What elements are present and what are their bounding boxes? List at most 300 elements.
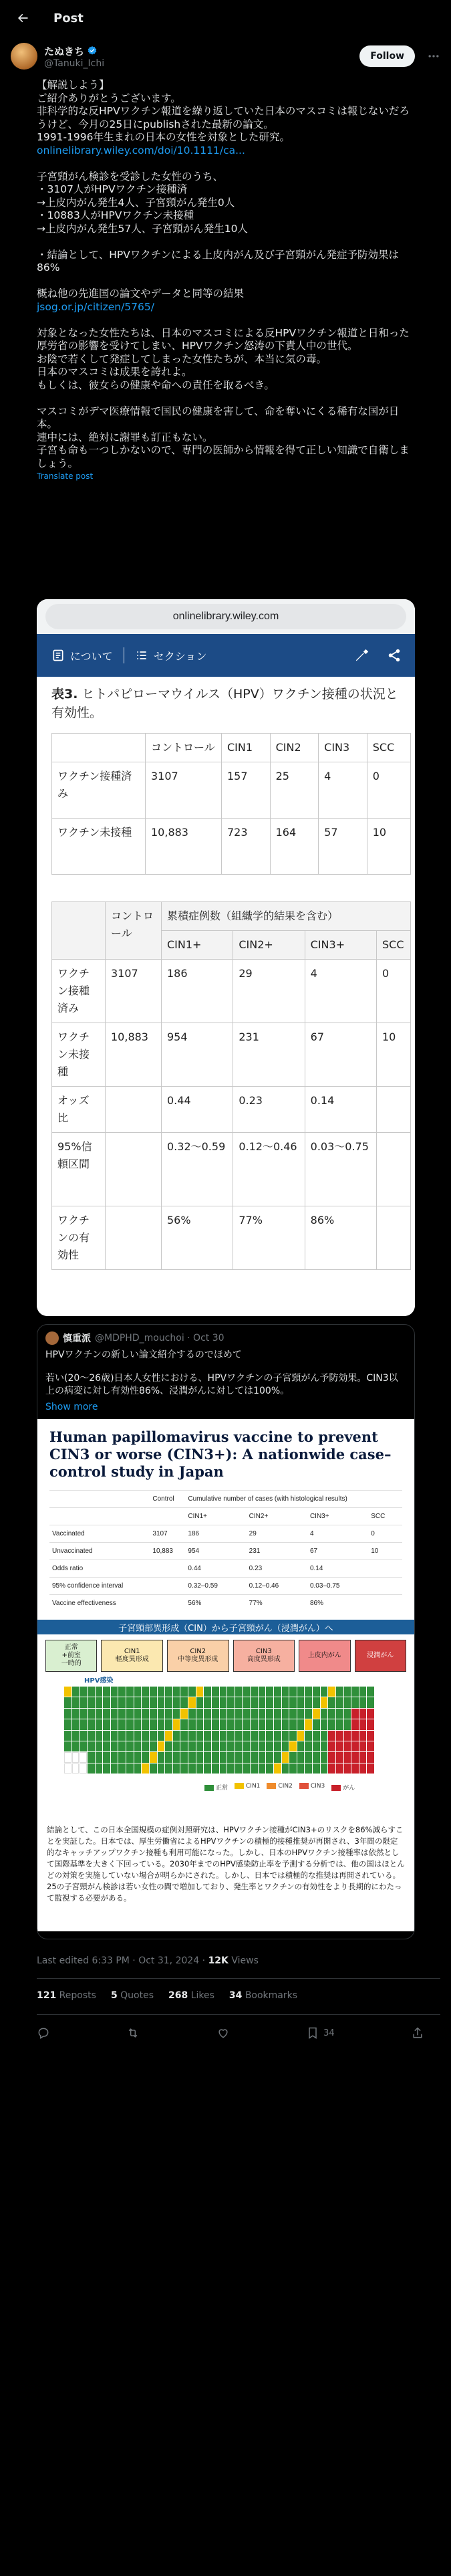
grid-cell (336, 1731, 343, 1741)
verified-badge-icon (87, 45, 98, 56)
grid-cell (64, 1697, 71, 1707)
grid-cell (243, 1741, 250, 1751)
grid-cell (359, 1741, 367, 1751)
table-row: ワクチン未接種 10,883 954 231 67 10 (52, 1023, 411, 1087)
grid-cell (173, 1741, 180, 1751)
table-row: Vaccine effectiveness 56% 77% 86% (49, 1595, 402, 1612)
grid-cell (150, 1763, 157, 1774)
grid-cell (196, 1697, 204, 1707)
hpv-infection-label: HPV感染 (84, 1677, 114, 1685)
grid-cell (282, 1719, 289, 1729)
grid-cell (266, 1763, 273, 1774)
grid-cell (126, 1709, 134, 1719)
grid-cell (305, 1731, 312, 1741)
grid-cell (344, 1763, 351, 1774)
grid-cell (118, 1741, 126, 1751)
tweet-paragraph-1: 【解説しよう】 ご紹介ありがとうございます。 非科学的な反HPVワクチン報道を繰り返していた日本のマスコミは報じないだろうけど、今月の25日にpublishされた最新の論文。 1991-1996年生まれの日本の女性を対象とした研究。 (37, 79, 410, 143)
grid-cell (344, 1697, 351, 1707)
grid-cell (289, 1719, 297, 1729)
grid-cell (165, 1763, 172, 1774)
grid-cell (118, 1731, 126, 1741)
grid-cell (305, 1741, 312, 1751)
quoted-handle: @MDPHD_mouchoi · Oct 30 (95, 1333, 224, 1344)
grid-cell (96, 1752, 103, 1762)
grid-cell (243, 1763, 250, 1774)
grid-cell (134, 1697, 142, 1707)
list-icon (135, 649, 148, 662)
repost-button[interactable] (126, 2026, 140, 2040)
grid-cell (243, 1697, 250, 1707)
grid-cell (336, 1719, 343, 1729)
grid-cell (266, 1752, 273, 1762)
reply-icon (37, 2026, 50, 2040)
grid-cell (126, 1687, 134, 1697)
grid-cell (367, 1709, 374, 1719)
grid-cell (165, 1741, 172, 1751)
grid-cell (220, 1752, 227, 1762)
grid-cell (321, 1719, 328, 1729)
grid-cell (266, 1709, 273, 1719)
back-arrow-icon[interactable] (11, 6, 35, 30)
grid-cell (344, 1741, 351, 1751)
grid-cell (103, 1687, 110, 1697)
grid-cell (64, 1741, 71, 1751)
attached-image-wiley[interactable] (37, 599, 415, 1316)
grid-cell (118, 1687, 126, 1697)
grid-cell (142, 1741, 149, 1751)
grid-cell (227, 1687, 235, 1697)
grid-cell (103, 1741, 110, 1751)
grid-cell (142, 1697, 149, 1707)
grid-cell (158, 1709, 165, 1719)
grid-cell (359, 1763, 367, 1774)
grid-cell (158, 1763, 165, 1774)
grid-cell (227, 1752, 235, 1762)
author-handle[interactable]: @Tanuki_Ichi (44, 58, 105, 69)
grid-cell (282, 1741, 289, 1751)
grid-cell (212, 1731, 219, 1741)
grid-cell (321, 1709, 328, 1719)
grid-cell (235, 1763, 243, 1774)
post-timestamp: Last edited 6:33 PM · Oct 31, 2024 · 12K Views (37, 1955, 259, 1966)
grid-cell (359, 1731, 367, 1741)
share-icon (387, 648, 402, 663)
more-options-icon[interactable] (427, 49, 440, 66)
grid-cell (64, 1752, 71, 1762)
grid-cell (367, 1731, 374, 1741)
grid-cell (282, 1697, 289, 1707)
about-label: について (70, 649, 113, 663)
quoted-post-text (37, 1345, 414, 1402)
stage-row (45, 1640, 406, 1672)
grid-cell (126, 1731, 134, 1741)
grid-cell (188, 1752, 196, 1762)
grid-cell (243, 1687, 250, 1697)
likes-stat[interactable]: 268 Likes (168, 1990, 214, 2001)
grid-cell (220, 1719, 227, 1729)
grid-cell (235, 1752, 243, 1762)
share-button[interactable] (411, 2026, 424, 2040)
quoted-avatar (45, 1331, 59, 1345)
tweet-text (0, 74, 451, 470)
grid-cell (251, 1697, 258, 1707)
grid-cell (212, 1709, 219, 1719)
grid-cell (204, 1752, 211, 1762)
grid-cell (274, 1697, 281, 1707)
grid-cell (227, 1709, 235, 1719)
grid-cell (305, 1763, 312, 1774)
grid-cell (321, 1752, 328, 1762)
infographic-title: 子宮頸部異形成（CIN）から子宮頸がん（浸潤がん）へ (37, 1620, 414, 1634)
grid-cell (204, 1719, 211, 1729)
grid-cell (212, 1752, 219, 1762)
grid-cell (64, 1709, 71, 1719)
grid-cell (289, 1687, 297, 1697)
top-bar (0, 0, 451, 36)
grid-cell (80, 1687, 87, 1697)
grid-cell (351, 1687, 359, 1697)
grid-cell (196, 1741, 204, 1751)
grid-cell (289, 1731, 297, 1741)
bookmark-count: 34 (323, 2028, 335, 2038)
grid-cell (180, 1697, 188, 1707)
author-row (0, 36, 451, 74)
grid-cell (96, 1687, 103, 1697)
stage-cin3: CIN3 高度異形成 (233, 1640, 295, 1672)
grid-cell (235, 1687, 243, 1697)
grid-cell (297, 1697, 305, 1707)
grid-cell (80, 1763, 87, 1774)
grid-cell (188, 1709, 196, 1719)
grid-cell (336, 1709, 343, 1719)
section-item (135, 648, 207, 663)
grid-cell (126, 1741, 134, 1751)
share-icon (411, 2026, 424, 2040)
grid-cell (305, 1719, 312, 1729)
grid-cell (289, 1752, 297, 1762)
grid-cell (321, 1697, 328, 1707)
grid-cell (88, 1752, 95, 1762)
grid-cell (266, 1697, 273, 1707)
grid-cell (274, 1687, 281, 1697)
grid-cell (313, 1752, 320, 1762)
grid-cell (328, 1709, 335, 1719)
cell-grid (64, 1687, 374, 1774)
grid-cell (188, 1697, 196, 1707)
grid-cell (180, 1731, 188, 1741)
table-row: ワクチン接種済み 3107 157 25 4 0 (52, 762, 411, 819)
grid-cell (173, 1763, 180, 1774)
legend-cancer: がん (331, 1783, 355, 1792)
grid-cell (103, 1763, 110, 1774)
stage-invasive: 浸潤がん (355, 1640, 406, 1672)
grid-cell (243, 1719, 250, 1729)
grid-cell (328, 1741, 335, 1751)
grid-cell (173, 1697, 180, 1707)
grid-cell (251, 1709, 258, 1719)
grid-cell (142, 1731, 149, 1741)
reply-button[interactable] (37, 2026, 50, 2040)
grid-cell (251, 1687, 258, 1697)
stage-cin1: CIN1 軽度異形成 (101, 1640, 163, 1672)
grid-cell (165, 1752, 172, 1762)
grid-cell (344, 1752, 351, 1762)
grid-cell (243, 1752, 250, 1762)
grid-cell (150, 1752, 157, 1762)
grid-cell (274, 1731, 281, 1741)
grid-cell (305, 1709, 312, 1719)
grid-cell (351, 1697, 359, 1707)
grid-cell (80, 1719, 87, 1729)
grid-cell (251, 1741, 258, 1751)
grid-cell (344, 1687, 351, 1697)
reposts-stat[interactable]: 121 Reposts (37, 1990, 96, 2001)
grid-cell (282, 1687, 289, 1697)
grid-cell (259, 1687, 266, 1697)
grid-cell (235, 1697, 243, 1707)
grid-cell (88, 1719, 95, 1729)
grid-cell (227, 1763, 235, 1774)
grid-cell (142, 1719, 149, 1729)
grid-cell (204, 1731, 211, 1741)
grid-cell (235, 1719, 243, 1729)
grid-cell (259, 1731, 266, 1741)
infographic-legend (204, 1783, 355, 1792)
grid-cell (72, 1752, 80, 1762)
grid-cell (103, 1719, 110, 1729)
quoted-line-1: HPVワクチンの新しい論文紹介するのでほめて (45, 1350, 242, 1360)
grid-cell (251, 1752, 258, 1762)
table-row: Vaccinated 3107 186 29 4 0 (49, 1525, 402, 1543)
grid-cell (72, 1741, 80, 1751)
translate-post-link[interactable]: Translate post (37, 471, 94, 481)
bookmarks-stat[interactable]: 34 Bookmarks (229, 1990, 298, 2001)
bookmark-icon (306, 2026, 319, 2040)
grid-cell (80, 1752, 87, 1762)
grid-cell (359, 1687, 367, 1697)
tweet-paragraph-3: 対象となった女性たちは、日本のマスコミによる反HPVワクチン報道と日和った厚労省の影響を受けてしまい、HPVワクチン怒涛の下責人中の世代。 お陰で若くして発症してしまった女性たちが、本当に気の毒。 日本のマスコミは成果を誇れよ。 もしくは、彼女らの健康や命への責任を取るべき。 マスコミがデマ医療情報で国民の健康を害して、命を奪いにくる稀有な国が日本。 連中には、絶対に謝罪も訂正もない。 子宮も命も一つしかないので、専門の医師から情報を得て正しい知識で自衛しましょう。 (37, 326, 410, 469)
grid-cell (158, 1719, 165, 1729)
grid-cell (196, 1709, 204, 1719)
grid-cell (180, 1687, 188, 1697)
grid-cell (72, 1763, 80, 1774)
grid-cell (103, 1697, 110, 1707)
grid-cell (259, 1719, 266, 1729)
follow-button[interactable]: Follow (359, 45, 415, 67)
grid-cell (235, 1741, 243, 1751)
grid-cell (188, 1719, 196, 1729)
grid-cell (88, 1741, 95, 1751)
grid-cell (321, 1731, 328, 1741)
grid-cell (118, 1709, 126, 1719)
grid-cell (212, 1687, 219, 1697)
grid-cell (227, 1697, 235, 1707)
grid-cell (134, 1752, 142, 1762)
grid-cell (328, 1687, 335, 1697)
grid-cell (111, 1741, 118, 1751)
grid-cell (204, 1709, 211, 1719)
grid-cell (274, 1752, 281, 1762)
grid-cell (220, 1687, 227, 1697)
grid-cell (80, 1731, 87, 1741)
grid-cell (180, 1709, 188, 1719)
grid-cell (150, 1709, 157, 1719)
grid-cell (111, 1687, 118, 1697)
grid-cell (72, 1719, 80, 1729)
grid-cell (282, 1752, 289, 1762)
grid-cell (103, 1709, 110, 1719)
grid-cell (134, 1763, 142, 1774)
grid-cell (204, 1687, 211, 1697)
grid-cell (282, 1763, 289, 1774)
browser-url: onlinelibrary.wiley.com (45, 604, 406, 629)
grid-cell (227, 1741, 235, 1751)
grid-cell (142, 1752, 149, 1762)
display-name[interactable]: たぬきち (44, 45, 85, 58)
section-label: セクション (153, 649, 207, 663)
grid-cell (212, 1719, 219, 1729)
grid-cell (173, 1752, 180, 1762)
grid-cell (313, 1741, 320, 1751)
grid-cell (158, 1731, 165, 1741)
grid-cell (321, 1763, 328, 1774)
grid-cell (188, 1687, 196, 1697)
grid-cell (165, 1719, 172, 1729)
grid-cell (297, 1687, 305, 1697)
post-actions (37, 2026, 424, 2040)
cin-progression-infographic (37, 1620, 414, 1818)
grid-cell (150, 1697, 157, 1707)
wiley-link[interactable]: onlinelibrary.wiley.com/doi/10.1111/ca... (37, 144, 245, 156)
grid-cell (297, 1731, 305, 1741)
table-effectiveness: コントロール 累積症例数（組織学的結果を含む） CIN1+ CIN2+ CIN3+ SCC ワクチン接種済み 3107 186 29 4 0 ワクチン未接種 10,883 954 231 67 10 オッズ比 0.44 0.23 0.14 95%信頼区間 0.32〜0.59 0.12〜0.46 0.03〜0.75 ワクチンの有効性 56% 77% 86% (51, 901, 411, 1270)
quotes-stat[interactable]: 5 Quotes (110, 1990, 154, 2001)
grid-cell (336, 1697, 343, 1707)
quoted-post[interactable] (37, 1324, 415, 1939)
legend-normal: 正常 (204, 1783, 228, 1792)
grid-cell (204, 1697, 211, 1707)
like-button[interactable] (216, 2026, 230, 2040)
grid-cell (227, 1731, 235, 1741)
legend-cin3: CIN3 (299, 1783, 325, 1792)
grid-cell (64, 1731, 71, 1741)
grid-cell (88, 1687, 95, 1697)
bookmark-button[interactable] (306, 2026, 335, 2040)
grid-cell (367, 1687, 374, 1697)
grid-cell (142, 1763, 149, 1774)
quoted-line-2: 若い(20〜26歳)日本人女性における、HPVワクチンの子宮頸がん予防効果。CIN3以上の病変に対し有効性86%、浸潤がんに対しては100%。 (45, 1373, 398, 1396)
heart-icon (216, 2026, 230, 2040)
grid-cell (266, 1719, 273, 1729)
grid-cell (150, 1741, 157, 1751)
grid-cell (111, 1697, 118, 1707)
grid-cell (367, 1752, 374, 1762)
grid-cell (313, 1731, 320, 1741)
grid-cell (111, 1709, 118, 1719)
document-icon (51, 649, 65, 662)
grid-cell (180, 1719, 188, 1729)
grid-cell (80, 1709, 87, 1719)
grid-cell (289, 1697, 297, 1707)
grid-cell (336, 1763, 343, 1774)
jsog-link[interactable]: jsog.or.jp/citizen/5765/ (37, 300, 154, 313)
post-stats (37, 1990, 451, 2001)
grid-cell (259, 1709, 266, 1719)
grid-cell (204, 1741, 211, 1751)
grid-cell (103, 1731, 110, 1741)
grid-cell (118, 1752, 126, 1762)
grid-cell (72, 1697, 80, 1707)
grid-cell (80, 1697, 87, 1707)
grid-cell (111, 1731, 118, 1741)
grid-cell (158, 1697, 165, 1707)
grid-cell (328, 1697, 335, 1707)
grid-cell (173, 1731, 180, 1741)
paper-snippet (37, 1419, 414, 1620)
grid-cell (313, 1697, 320, 1707)
grid-cell (220, 1741, 227, 1751)
grid-cell (259, 1697, 266, 1707)
grid-cell (64, 1763, 71, 1774)
grid-cell (274, 1709, 281, 1719)
grid-cell (282, 1731, 289, 1741)
grid-cell (118, 1719, 126, 1729)
legend-cin2: CIN2 (267, 1783, 292, 1792)
grid-cell (266, 1731, 273, 1741)
grid-cell (351, 1731, 359, 1741)
grid-cell (289, 1709, 297, 1719)
paper-title: Human papillomavirus vaccine to prevent CIN3 or worse (CIN3+): A nationwide case–control study in Japan (49, 1428, 392, 1480)
grid-cell (297, 1763, 305, 1774)
grid-cell (328, 1731, 335, 1741)
grid-cell (220, 1709, 227, 1719)
grid-cell (126, 1697, 134, 1707)
grid-cell (96, 1709, 103, 1719)
grid-cell (158, 1687, 165, 1697)
grid-cell (134, 1741, 142, 1751)
grid-cell (266, 1741, 273, 1751)
grid-cell (274, 1741, 281, 1751)
wiley-toolbar (37, 634, 415, 677)
grid-cell (313, 1763, 320, 1774)
grid-cell (212, 1763, 219, 1774)
grid-cell (188, 1741, 196, 1751)
grid-cell (305, 1697, 312, 1707)
wiley-table-content (37, 677, 415, 1316)
grid-cell (126, 1752, 134, 1762)
grid-cell (282, 1709, 289, 1719)
grid-cell (359, 1709, 367, 1719)
avatar[interactable] (11, 43, 37, 70)
grid-cell (328, 1719, 335, 1729)
grid-cell (259, 1741, 266, 1751)
table-row: ワクチンの有効性 56% 77% 86% (52, 1206, 411, 1270)
stage-normal: 正常 +前室 一時的 (45, 1640, 97, 1672)
grid-cell (96, 1731, 103, 1741)
show-more-link[interactable]: Show more (45, 1402, 98, 1412)
grid-cell (196, 1763, 204, 1774)
grid-cell (196, 1731, 204, 1741)
grid-cell (313, 1687, 320, 1697)
paper-conclusion-text: 結論として、この日本全国規模の症例対照研究は、HPVワクチン接種がCIN3+のリスクを86%減らすことを実証した。日本では、厚生労働省によるHPVワクチンの積極的接種推奨が再開され、3年間の限定的なキャッチアップワクチン接種も利用可能になった。しかし、日本のHPVワクチン接種率は依然として国際基準を大きく下回っている。2030年までのHPV感染防止率を予測する分析では、他の国はほとんどの対策を実施していない場合が明らかにされた。しかし、日本では積極的な推奨は再開されている。25の子宮頸がん検診は若い女性の間で増加しており、発生率とワクチンの有効性をより長期的にわたって監視する必要がある。 (37, 1818, 414, 1931)
table-caption: 表3. ヒトパピローマウイルス（HPV）ワクチン接種の状況と有効性。 (51, 687, 398, 720)
grid-cell (196, 1687, 204, 1697)
grid-cell (165, 1697, 172, 1707)
grid-cell (220, 1763, 227, 1774)
grid-cell (297, 1741, 305, 1751)
grid-cell (180, 1752, 188, 1762)
grid-cell (150, 1731, 157, 1741)
